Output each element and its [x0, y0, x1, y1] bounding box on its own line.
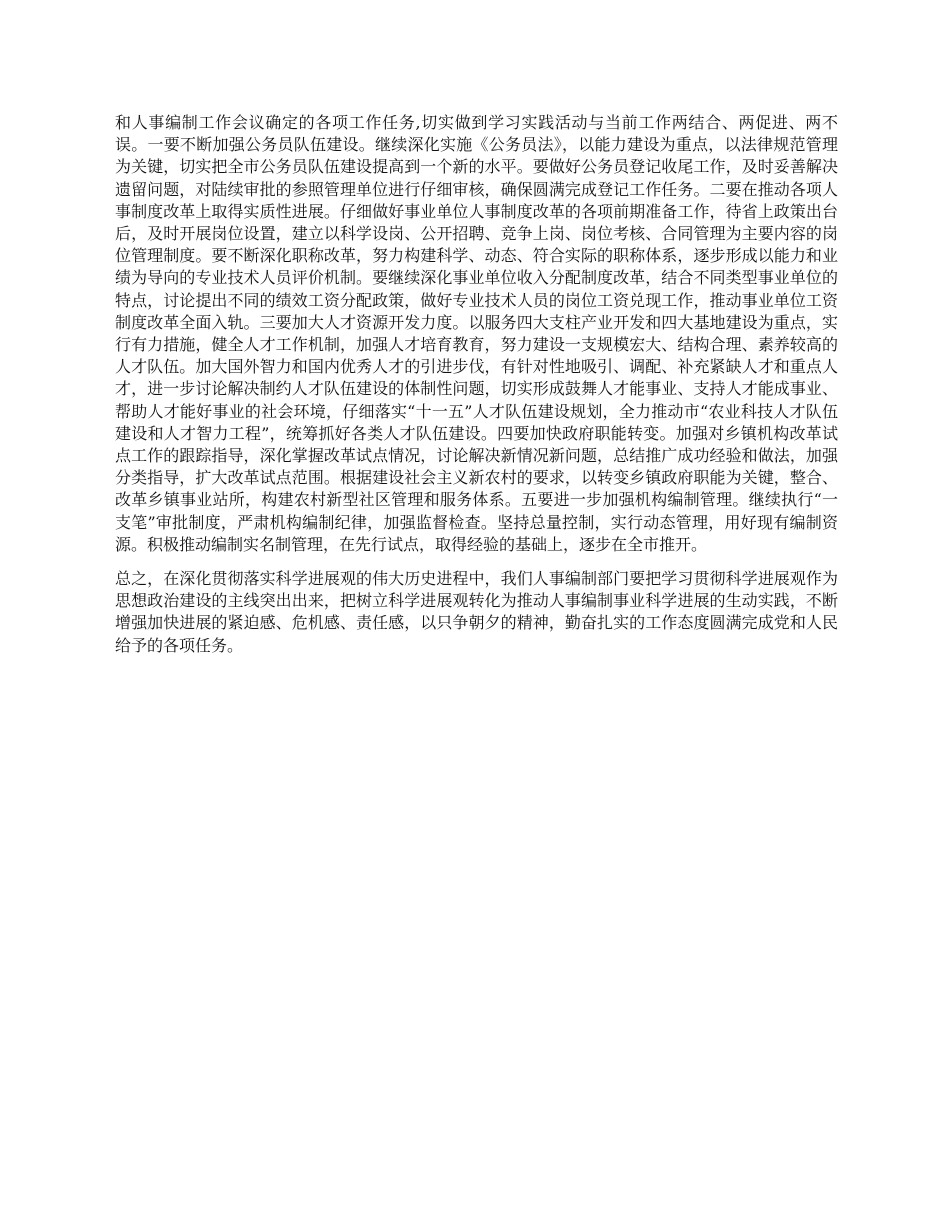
- paragraph-work-tasks: 和人事编制工作会议确定的各项工作任务,切实做到学习实践活动与当前工作两结合、两促进、两不误。一要不断加强公务员队伍建设。继续深化实施《公务员法》，以能力建设为重点，以法律规范管理为关键，切实把全市公务员队伍建设提高到一个新的水平。要做好公务员登记收尾工作，及时妥善解决遗留问题，对陆续审批的参照管理单位进行仔细审核，确保圆满完成登记工作任务。二要在推动各项人事制度改革上取得实质性进展。仔细做好事业单位人事制度改革的各项前期准备工作，待省上政策出台后，及时开展岗位设置，建立以科学设岗、公开招聘、竞争上岗、岗位考核、合同管理为主要内容的岗位管理制度。要不断深化职称改革，努力构建科学、动态、符合实际的职称体系，逐步形成以能力和业绩为导向的专业技术人员评价机制。要继续深化事业单位收入分配制度改革，结合不同类型事业单位的特点，讨论提出不同的绩效工资分配政策，做好专业技术人员的岗位工资兑现工作，推动事业单位工资制度改革全面入轨。三要加大人才资源开发力度。以服务四大支柱产业开发和四大基地建设为重点，实行有力措施，健全人才工作机制，加强人才培育教育，努力建设一支规模宏大、结构合理、素养较高的人才队伍。加大国外智力和国内优秀人才的引进步伐，有针对性地吸引、调配、补充紧缺人才和重点人才，进一步讨论解决制约人才队伍建设的体制性问题，切实形成鼓舞人才能事业、支持人才能成事业、帮助人才能好事业的社会环境，仔细落实“十一五”人才队伍建设规划，全力推动市“农业科技人才队伍建设和人才智力工程”，统筹抓好各类人才队伍建设。四要加快政府职能转变。加强对乡镇机构改革试点工作的跟踪指导，深化掌握改革试点情况，讨论解决新情况新问题，总结推广成功经验和做法，加强分类指导，扩大改革试点范围。根据建设社会主义新农村的要求，以转变乡镇政府职能为关键，整合、改革乡镇事业站所，构建农村新型社区管理和服务体系。五要进一步加强机构编制管理。继续执行“一支笔”审批制度，严肃机构编制纪律，加强监督检查。坚持总量控制，实行动态管理，用好现有编制资源。积极推动编制实名制管理，在先行试点，取得经验的基础上，逐步在全市推开。: [115, 113, 838, 554]
- document-page: [115, 112, 838, 669]
- paragraph-conclusion: 总之，在深化贯彻落实科学进展观的伟大历史进程中，我们人事编制部门要把学习贯彻科学进展观作为思想政治建设的主线突出出来，把树立科学进展观转化为推动人事编制事业科学进展的生动实践，不断增强加快进展的紧迫感、危机感、责任感，以只争朝夕的精神，勤奋扎实的工作态度圆满完成党和人民给予的各项任务。: [115, 569, 838, 655]
